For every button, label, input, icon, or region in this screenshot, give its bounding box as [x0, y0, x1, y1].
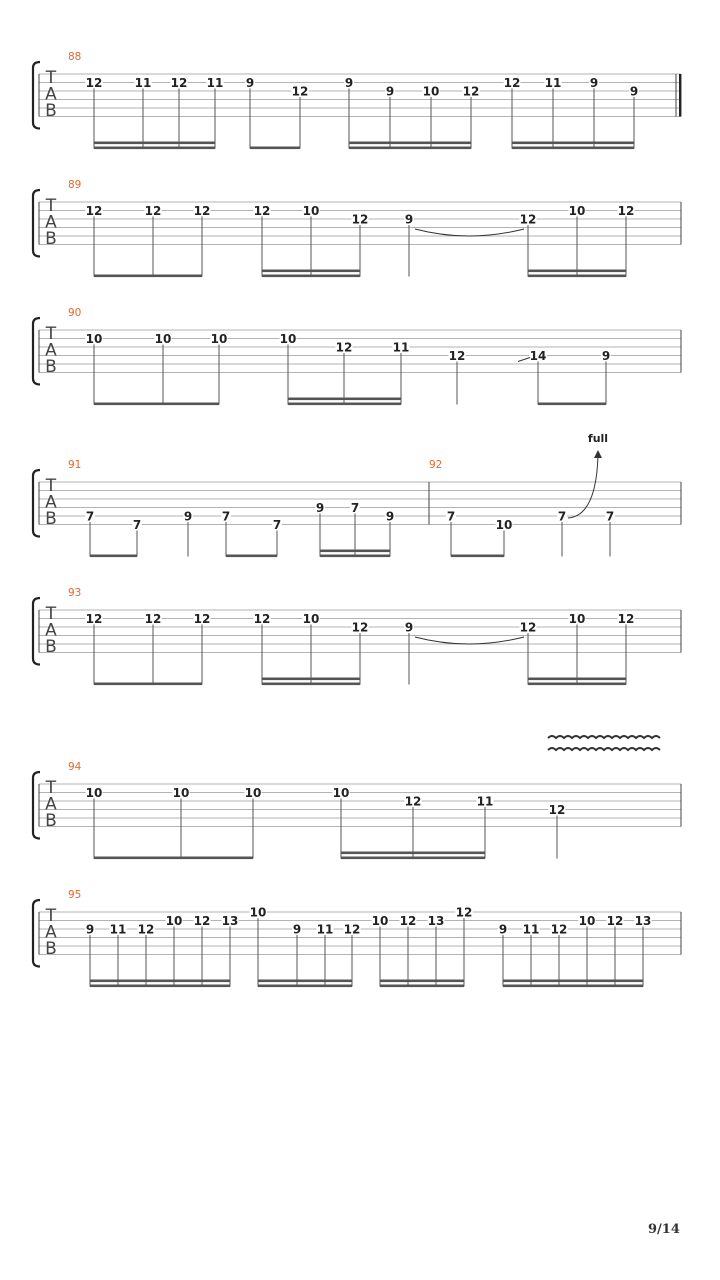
- beam: [349, 147, 471, 150]
- fret-number: 10: [495, 517, 513, 532]
- fret-number: 11: [316, 922, 334, 937]
- fret-number: 14: [529, 348, 547, 363]
- tab-clef-letter: B: [45, 509, 57, 529]
- fret-number: 12: [85, 611, 103, 626]
- tab-clef-letter: T: [45, 324, 57, 344]
- fret-number: 9: [404, 212, 414, 227]
- fret-number: 12: [144, 203, 162, 218]
- fret-number: 7: [221, 509, 231, 524]
- beam: [380, 985, 464, 988]
- tab-clef-letter: A: [45, 84, 57, 105]
- page-number: 9/14: [648, 1222, 680, 1237]
- fret-number: 10: [249, 905, 267, 920]
- fret-number: 12: [550, 922, 568, 937]
- beam: [538, 403, 606, 406]
- fret-number: 10: [85, 785, 103, 800]
- fret-number: 9: [404, 620, 414, 635]
- beam: [512, 142, 634, 145]
- tab-clef-letter: B: [45, 229, 57, 249]
- fret-number: 12: [137, 922, 155, 937]
- fret-number: 7: [85, 509, 95, 524]
- beam: [94, 147, 215, 150]
- beam: [528, 275, 626, 278]
- tab-clef-letter: B: [45, 637, 57, 657]
- fret-number: 10: [422, 84, 440, 99]
- tab-clef-letter: A: [45, 620, 57, 641]
- beam: [320, 550, 390, 553]
- fret-number: 12: [193, 203, 211, 218]
- bend-label: full: [587, 432, 609, 445]
- beam: [288, 403, 401, 406]
- beam: [94, 275, 202, 278]
- fret-number: 12: [606, 913, 624, 928]
- tab-clef-letter: B: [45, 357, 57, 377]
- fret-number: 12: [351, 620, 369, 635]
- fret-number: 12: [519, 212, 537, 227]
- fret-number: 9: [589, 75, 599, 90]
- tab-clef-letter: T: [45, 604, 57, 624]
- fret-number: 10: [578, 913, 596, 928]
- fret-number: 13: [634, 913, 652, 928]
- tie-arc: [415, 229, 524, 236]
- slide-line: [518, 358, 530, 362]
- measure-number: 90: [68, 307, 82, 319]
- bend-curve: [568, 456, 598, 518]
- fret-number: 9: [629, 84, 639, 99]
- fret-number: 12: [335, 340, 353, 355]
- fret-number: 11: [392, 340, 410, 355]
- fret-number: 12: [617, 203, 635, 218]
- fret-number: 12: [455, 905, 473, 920]
- beam: [94, 683, 202, 686]
- fret-number: 12: [85, 75, 103, 90]
- fret-number: 10: [279, 331, 297, 346]
- fret-number: 9: [183, 509, 193, 524]
- bend-arrow: [594, 450, 602, 458]
- beam: [451, 555, 504, 558]
- fret-number: 12: [351, 212, 369, 227]
- fret-number: 12: [462, 84, 480, 99]
- fret-number: 7: [605, 509, 615, 524]
- fret-number: 10: [371, 913, 389, 928]
- beam: [341, 857, 485, 860]
- measure-number: 91: [68, 459, 82, 471]
- tab-clef-letter: T: [45, 906, 57, 926]
- beam: [503, 980, 643, 983]
- tab-clef-letter: A: [45, 794, 57, 815]
- fret-number: 9: [85, 922, 95, 937]
- system-3: [33, 307, 681, 405]
- fret-number: 11: [134, 75, 152, 90]
- beam: [262, 683, 360, 686]
- vibrato-wave: [548, 748, 660, 750]
- fret-number: 7: [446, 509, 456, 524]
- tab-clef-letter: B: [45, 811, 57, 831]
- fret-number: 11: [109, 922, 127, 937]
- system-1: [33, 51, 681, 149]
- fret-number: 12: [291, 84, 309, 99]
- fret-number: 12: [503, 75, 521, 90]
- fret-number: 9: [385, 509, 395, 524]
- fret-number: 12: [519, 620, 537, 635]
- system-7: [33, 889, 681, 987]
- system-6: [33, 736, 681, 859]
- beam: [250, 147, 300, 150]
- fret-number: 10: [244, 785, 262, 800]
- measure-number: 94: [68, 761, 82, 773]
- fret-number: 12: [548, 802, 566, 817]
- beam: [349, 142, 471, 145]
- fret-number: 10: [210, 331, 228, 346]
- beam: [320, 555, 390, 558]
- fret-number: 9: [601, 348, 611, 363]
- tab-clef-letter: T: [45, 68, 57, 88]
- fret-number: 9: [315, 500, 325, 515]
- fret-number: 12: [617, 611, 635, 626]
- beam: [512, 147, 634, 150]
- fret-number: 11: [476, 794, 494, 809]
- fret-number: 10: [568, 203, 586, 218]
- fret-number: 12: [85, 203, 103, 218]
- fret-number: 12: [253, 611, 271, 626]
- fret-number: 9: [344, 75, 354, 90]
- beam: [341, 852, 485, 855]
- system-4: [33, 432, 681, 557]
- beam: [90, 980, 230, 983]
- fret-number: 9: [385, 84, 395, 99]
- tab-clef-letter: A: [45, 340, 57, 361]
- fret-number: 11: [206, 75, 224, 90]
- system-5: [33, 587, 681, 685]
- fret-number: 7: [272, 517, 282, 532]
- fret-number: 11: [544, 75, 562, 90]
- tab-clef-letter: A: [45, 922, 57, 943]
- fret-number: 9: [245, 75, 255, 90]
- beam: [94, 857, 253, 860]
- fret-number: 7: [350, 500, 360, 515]
- fret-number: 10: [172, 785, 190, 800]
- fret-number: 12: [170, 75, 188, 90]
- beam: [90, 985, 230, 988]
- beam: [94, 403, 219, 406]
- tab-clef-letter: B: [45, 939, 57, 959]
- beam: [503, 985, 643, 988]
- beam: [262, 270, 360, 273]
- fret-number: 10: [568, 611, 586, 626]
- beam: [528, 678, 626, 681]
- fret-number: 11: [522, 922, 540, 937]
- fret-number: 12: [144, 611, 162, 626]
- fret-number: 9: [498, 922, 508, 937]
- measure-number: 89: [68, 179, 82, 191]
- beam: [258, 980, 352, 983]
- fret-number: 12: [193, 913, 211, 928]
- fret-number: 13: [427, 913, 445, 928]
- beam: [262, 678, 360, 681]
- fret-number: 10: [302, 611, 320, 626]
- tab-clef-letter: T: [45, 778, 57, 798]
- system-2: [33, 179, 681, 277]
- fret-number: 12: [193, 611, 211, 626]
- fret-number: 10: [154, 331, 172, 346]
- measure-number: 95: [68, 889, 82, 901]
- fret-number: 10: [165, 913, 183, 928]
- beam: [528, 270, 626, 273]
- measure-number: 88: [68, 51, 82, 63]
- tab-clef-letter: T: [45, 476, 57, 496]
- fret-number: 12: [253, 203, 271, 218]
- beam: [90, 555, 137, 558]
- fret-number: 9: [292, 922, 302, 937]
- tie-arc: [415, 637, 524, 644]
- vibrato-wave: [548, 736, 660, 738]
- fret-number: 13: [221, 913, 239, 928]
- tab-clef-letter: A: [45, 492, 57, 513]
- fret-number: 10: [85, 331, 103, 346]
- beam: [288, 398, 401, 401]
- beam: [258, 985, 352, 988]
- beam: [528, 683, 626, 686]
- fret-number: 10: [332, 785, 350, 800]
- beam: [262, 275, 360, 278]
- fret-number: 12: [343, 922, 361, 937]
- fret-number: 12: [404, 794, 422, 809]
- fret-number: 10: [302, 203, 320, 218]
- fret-number: 12: [399, 913, 417, 928]
- measure-number: 92: [429, 459, 443, 471]
- measure-number: 93: [68, 587, 82, 599]
- beam: [94, 142, 215, 145]
- tab-clef-letter: B: [45, 101, 57, 121]
- tab-clef-letter: A: [45, 212, 57, 233]
- beam: [226, 555, 277, 558]
- fret-number: 7: [557, 509, 567, 524]
- beam: [380, 980, 464, 983]
- fret-number: 7: [132, 517, 142, 532]
- fret-number: 12: [448, 348, 466, 363]
- tab-clef-letter: T: [45, 196, 57, 216]
